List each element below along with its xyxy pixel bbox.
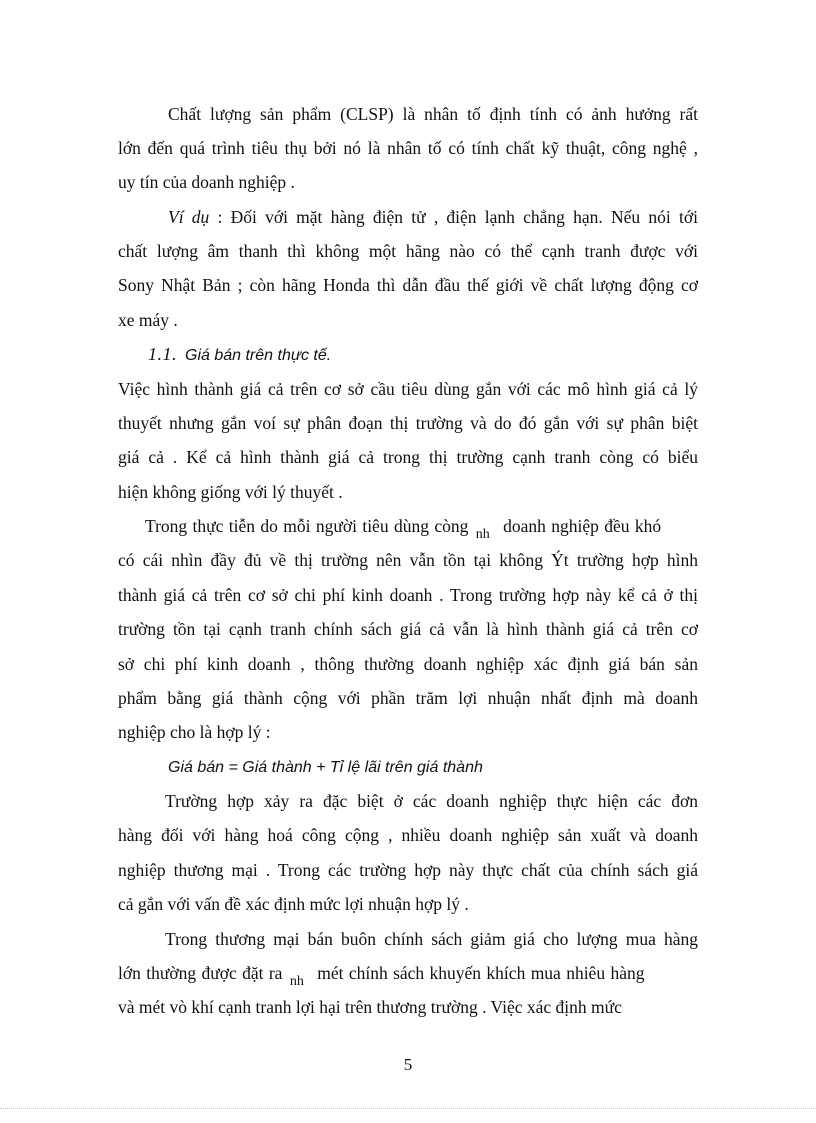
section-heading xyxy=(148,342,728,368)
text-line: cả gắn với vấn đề xác định mức lợi nhuận hợp lý . xyxy=(118,894,469,914)
text-line xyxy=(145,514,698,541)
text-line: Chất lượng sản phẩm (CLSP) là nhân tố định tính có ảnh hưởng rất xyxy=(168,104,698,124)
text-line xyxy=(118,961,698,988)
example-text: : Đối với mặt hàng điện tử , điện lạnh chẳng hạn. Nếu nói tới xyxy=(217,207,698,227)
text-line: thuyết nhưng gắn voí sự phân đoạn thị trường và do đó gắn với sự phân biệt xyxy=(118,413,698,433)
subscript-fragment: nh xyxy=(289,974,304,988)
section-title: Giá bán trên thực tế. xyxy=(185,347,332,364)
subscript-fragment: nh xyxy=(475,527,490,541)
text-line: giá cả . Kể cả hình thành giá cả trong thị trường cạnh tranh còng có biểu xyxy=(118,447,698,467)
text-line: nghiệp cho là hợp lý : xyxy=(118,722,271,742)
text-line: phẩm bằng giá thành cộng với phần trăm lợi nhuận nhất định mà doanh xyxy=(118,688,698,708)
text-line: trường tồn tại cạnh tranh chính sách giá cả vẫn là hình thành giá cả trên cơ xyxy=(118,619,698,639)
text-run: doanh nghiệp đều khó xyxy=(503,516,662,536)
text-line: lớn đến quá trình tiêu thụ bởi nó là nhân tố có tính chất kỹ thuật, công nghệ , xyxy=(118,138,698,158)
text-line: xe máy . xyxy=(118,310,178,330)
text-line: sở chi phí kinh doanh , thông thường doanh nghiệp xác định giá bán sản xyxy=(118,654,698,674)
text-line: Việc hình thành giá cả trên cơ sở cầu tiêu dùng gắn với các mô hình giá cả lý xyxy=(118,379,698,399)
page-bottom-border xyxy=(0,1108,816,1109)
text-line: Trường hợp xảy ra đặc biệt ở các doanh nghiệp thực hiện các đơn xyxy=(165,791,698,811)
text-line xyxy=(168,205,698,229)
example-label: Ví dụ xyxy=(168,207,210,227)
text-line: Trong thương mại bán buôn chính sách giảm giá cho lượng mua hàng xyxy=(165,929,698,949)
text-run: mét chính sách khuyến khích mua nhiêu hàng xyxy=(317,963,645,983)
text-line: chất lượng âm thanh thì không một hãng nào có thể cạnh tranh được với xyxy=(118,241,698,261)
text-line: hiện không giống với lý thuyết . xyxy=(118,482,343,502)
text-line: có cái nhìn đầy đủ về thị trường nên vẫn tồn tại không Ýt trường hợp hình xyxy=(118,550,698,570)
page-number: 5 xyxy=(403,1055,413,1074)
text-line: và mét vò khí cạnh tranh lợi hại trên thương trường . Việc xác định mức xyxy=(118,997,622,1017)
text-line: hàng đối với hàng hoá công cộng , nhiều doanh nghiệp sản xuất và doanh xyxy=(118,825,698,845)
text-line: Sony Nhật Bản ; còn hãng Honda thì dẫn đầu thế giới về chất lượng động cơ xyxy=(118,275,698,295)
formula: Giá bán = Giá thành + Tỉ lệ lãi trên giá thành xyxy=(168,759,483,776)
text-run: lớn thường được đặt ra xyxy=(118,963,283,983)
section-number: 1.1. xyxy=(148,344,177,364)
text-run: Trong thực tiễn do mỗi người tiêu dùng còng xyxy=(145,516,469,536)
text-line: uy tín của doanh nghiệp . xyxy=(118,172,295,192)
text-line: thành giá cả trên cơ sở chi phí kinh doanh . Trong trường hợp này kể cả ở thị xyxy=(118,585,698,605)
text-line: nghiệp thương mại . Trong các trường hợp này thực chất của chính sách giá xyxy=(118,860,698,880)
